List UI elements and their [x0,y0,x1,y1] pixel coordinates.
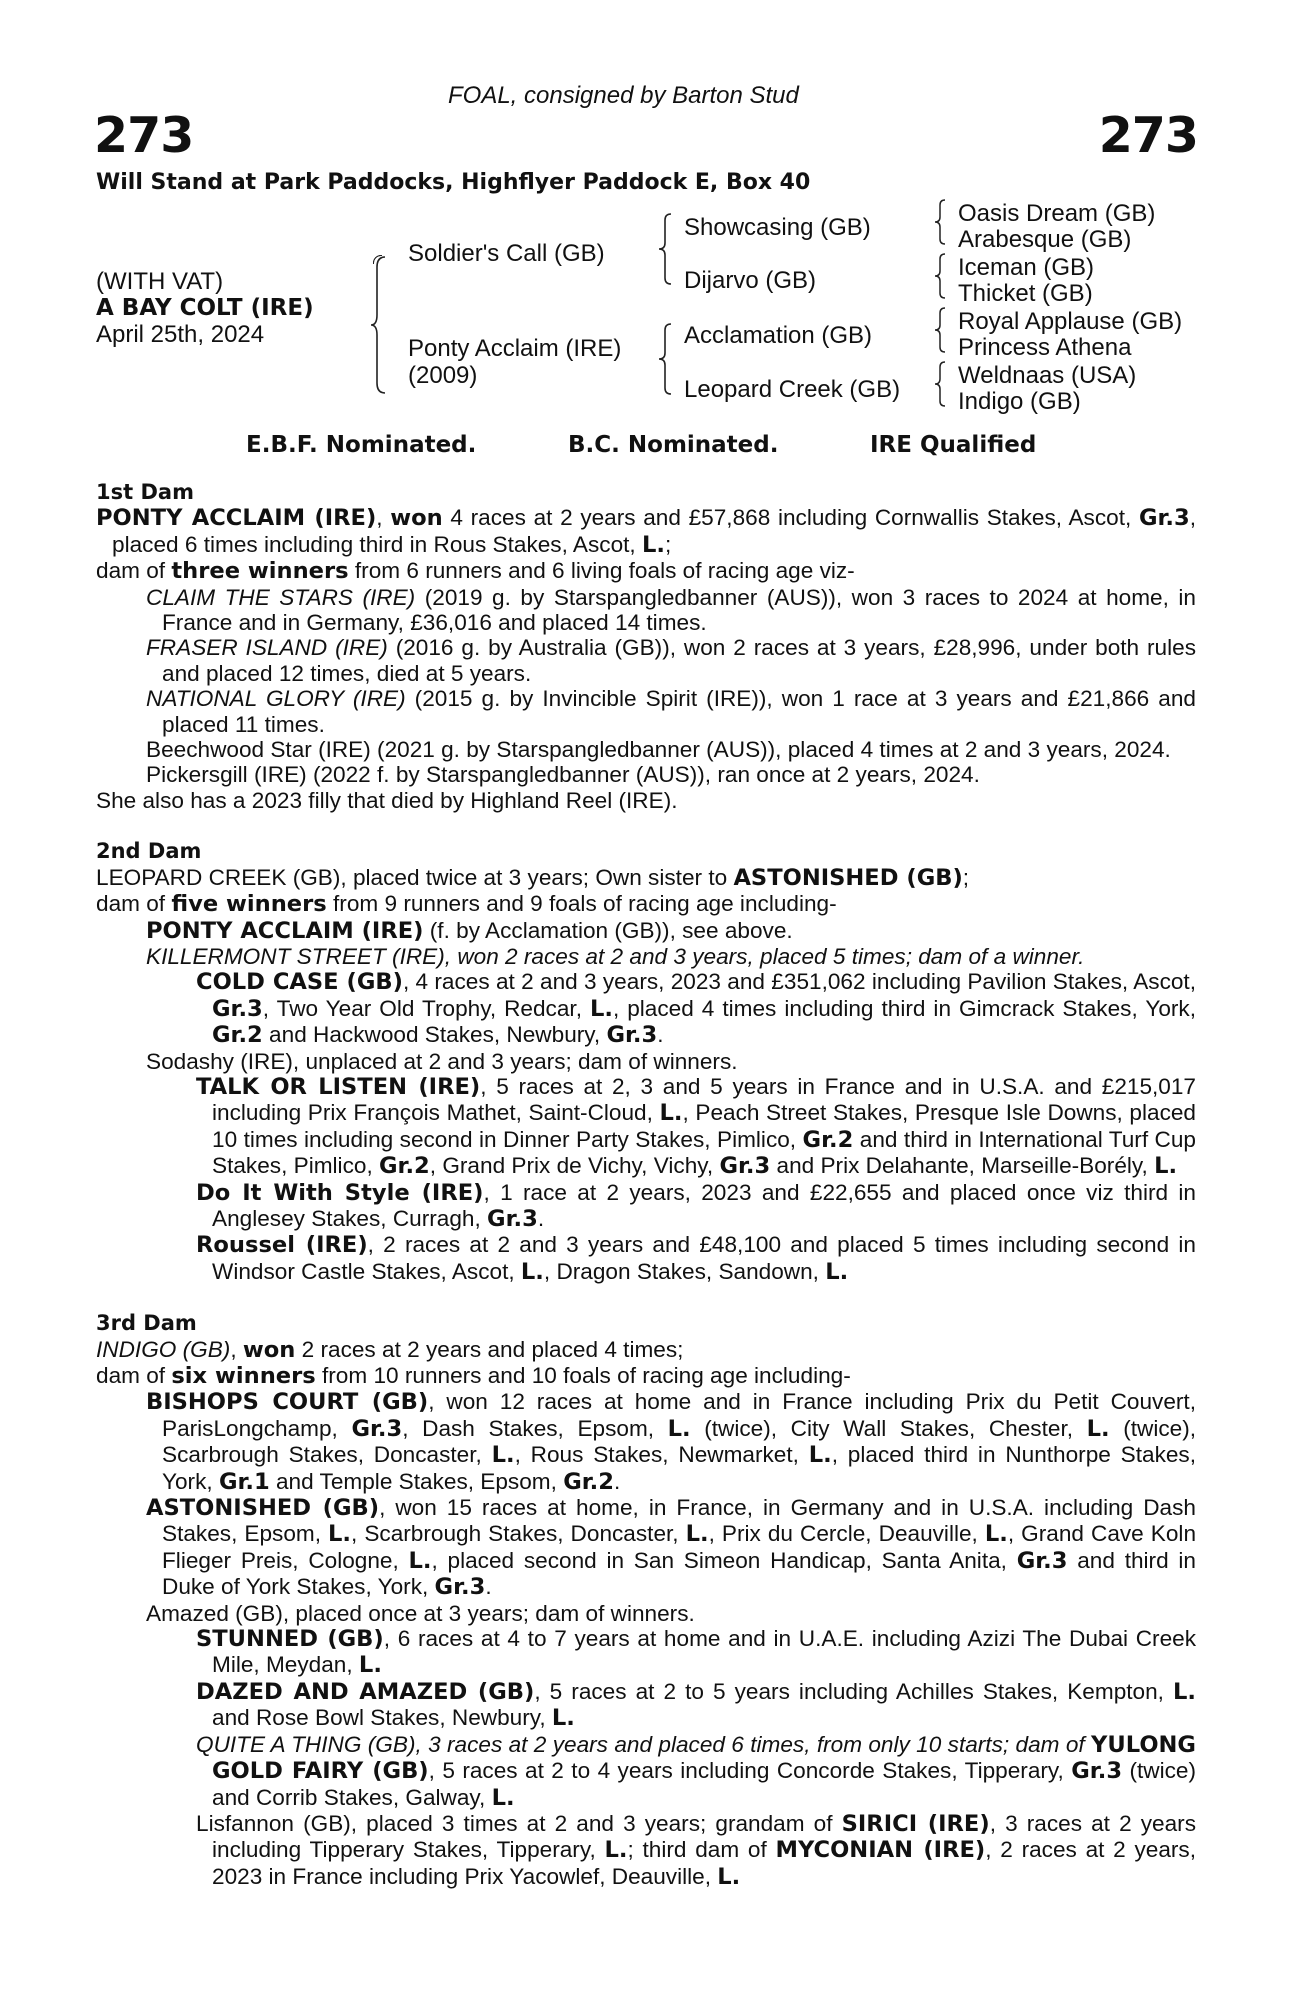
g3-weldnaas: Weldnaas (USA) [958,362,1137,389]
second-dam-record [96,865,1196,891]
d3b4-t1: Lisfannon (GB), placed 3 times at 2 and 3 years; grandam of [196,1810,842,1836]
d3a1-t7: and Temple Stakes, Epsom, [269,1468,564,1494]
g3-indigo: Indigo (GB) [958,388,1081,415]
brace-g2 [933,252,949,305]
first-dam-heading: 1st Dam [96,480,194,504]
brace-dam-svg [657,322,675,396]
d2b2-t3: and third in International Turf Cup Stakes, Pimlico, [212,1126,1196,1179]
d3a2-t1: , won 15 races at home, in France, in Germany and in U.S.A. including Dash Stakes, Epsom, [162,1495,1196,1547]
d3b1-l: L. [358,1652,382,1679]
d3a1-t6: , placed third in Nunthorpe Stakes, York, [162,1442,1196,1494]
horse-name-wrap [96,294,314,322]
d3b4-t3: ; third dam of [627,1837,776,1863]
dam3-runners: from 10 runners and 10 foals of racing age including- [315,1363,851,1388]
horse-dob: April 25th, 2024 [96,321,265,348]
d2a1-text: (f. by Acclamation (GB)), see above. [423,917,793,943]
brace-g4-svg [933,360,949,408]
second-dam-produce-summary [96,891,1196,917]
offspring-2023-filly: She also has a 2023 filly that died by Highland Reel (IRE). [96,787,678,813]
d2b2-gr2b: Gr.2 [379,1153,430,1180]
d3b4-sirici: SIRICI (IRE) [841,1810,990,1837]
dam-year: (2009) [408,362,478,389]
offspring-national-glory [146,686,1196,737]
lot-number-left: 273 [94,107,194,164]
o2-name: FRASER ISLAND (IRE) [146,635,388,661]
d3a2-name: ASTONISHED (GB) [146,1495,380,1522]
o2-text: (2016 g. by Australia (GB)), won 2 races at 3 years, £28,996, under both rules and placed 12 times, died at 5 years. [162,635,1196,686]
d2a1-name: PONTY ACCLAIM (IRE) [146,917,424,944]
brace-dam [657,322,675,401]
d3a1-gr2: Gr.2 [563,1468,614,1495]
d3a2-t2: , Scarbrough Stakes, Doncaster, [351,1521,686,1547]
offspring-claim-the-stars [146,585,1196,636]
d2b1-gr3b: Gr.3 [606,1022,658,1049]
d2b2-gr3: Gr.3 [719,1153,771,1180]
d2-do-it-with-style [196,1180,1196,1233]
d3b3-name: QUITE A THING (GB) [196,1731,416,1757]
ebf-nomination: E.B.F. Nominated. [246,432,477,458]
d3a1-t3: (twice), City Wall Stakes, Chester, [690,1415,1087,1441]
d3-quite-a-thing [196,1732,1196,1811]
d2b2-t2: , Peach Street Stakes, Presque Isle Downs, placed 10 times including second in Dinner Party Stakes, Pimlico, [212,1100,1197,1152]
d3b3-t1: , 3 races at 2 years and placed 6 times, from only 10 starts; dam of [415,1731,1092,1757]
brace-g3-svg [933,306,949,354]
d3b4-myconian: MYCONIAN (IRE) [775,1837,986,1864]
d2b1-gr2: Gr.2 [212,1022,263,1049]
brace-main-svg [369,255,389,395]
d2b1-t4: and Hackwood Stakes, Newbury, [262,1022,607,1048]
lot-number-right: 273 [1098,107,1198,164]
d3a2-t4: , Grand Cave Koln Flieger Preis, Cologne, [162,1521,1197,1573]
dam2-txt: LEOPARD CREEK (GB), placed twice at 3 years; Own sister to [96,864,734,890]
d3-stunned [196,1626,1196,1679]
d2b4-name: Roussel (IRE) [196,1232,368,1259]
d2b1-gr3: Gr.3 [212,995,263,1022]
d2b2-l1: L. [659,1100,683,1127]
d2b1-t1: , 4 races at 2 and 3 years, 2023 and £351,062 including Pavilion Stakes, Ascot, [402,969,1196,995]
third-dam-produce-summary [96,1363,1196,1389]
d2b4-l2: L. [825,1258,849,1285]
dam1-end: ; [664,531,672,557]
d3-dazed-and-amazed [196,1679,1196,1732]
dam1-winners: three winners [171,558,349,585]
d2b1-name: COLD CASE (GB) [196,969,403,996]
d3a2-t6: and third in Duke of York Stakes, York, [162,1547,1196,1600]
vat-note: (WITH VAT) [96,268,224,295]
d2b4-l1: L. [520,1258,544,1285]
dam3-txt: 2 races at 2 years and placed 4 times; [295,1336,684,1362]
offspring-beechwood-star: Beechwood Star (IRE) (2021 g. by Starspangledbanner (AUS)), placed 4 times at 2 and 3 years, 2024. [146,737,1171,763]
g3-princess-athena: Princess Athena [958,334,1132,361]
d2b4-t2: , Dragon Stakes, Sandown, [543,1258,826,1284]
d3a1-t4: (twice), Scarbrough Stakes, Doncaster, [162,1415,1197,1468]
d2-talk-or-listen [196,1074,1196,1180]
d3a1-l4: L. [808,1442,832,1469]
d3a1-t1: , won 12 races at home and in France including Prix du Petit Couvert, ParisLongchamp, [162,1389,1196,1441]
d2b2-t5: and Prix Delahante, Marseille-Borély, [770,1153,1155,1179]
d3b4-t2: , 3 races at 2 years including Tipperary Stakes, Tipperary, [212,1810,1196,1863]
second-dam-heading: 2nd Dam [96,839,202,864]
first-dam-record [96,505,1196,558]
dam1-gr: Gr.3 [1138,505,1190,532]
d3b3-t3: (twice) and Corrib Stakes, Galway, [212,1758,1197,1810]
d3a1-l1: L. [667,1415,691,1442]
d3a1-end: . [613,1468,621,1494]
sire-sire: Showcasing (GB) [684,214,871,241]
d3b3-gr3: Gr.3 [1071,1758,1123,1785]
dam1-runners: from 6 runners and 6 living foals of racing age viz- [348,558,855,584]
d2a2-name: KILLERMONT STREET (IRE) [146,943,445,969]
d2-roussel [196,1232,1196,1285]
d2b1-t2: , Two Year Old Trophy, Redcar, [262,995,590,1021]
brace-g1 [933,198,949,251]
d3a2-t3: , Prix du Cercle, Deauville, [708,1521,985,1547]
dam1-damof: dam of [96,558,172,584]
o3-text: (2015 g. by Invincible Spirit (IRE)), won 1 race at 3 years and £21,866 and placed 11 times. [162,686,1196,737]
dam2-damof: dam of [96,891,172,917]
dam1-txt1: 4 races at 2 years and £57,868 including Cornwallis Stakes, Ascot, [442,505,1139,531]
dam1-won: won [390,505,443,532]
d2b3-gr3: Gr.3 [487,1205,538,1232]
d3a2-l2: L. [685,1521,709,1548]
d2b4-t1: , 2 races at 2 and 3 years and £48,100 and placed 5 times including second in Windsor Castle Stakes, Ascot, [212,1232,1196,1284]
d3a1-gr3: Gr.3 [351,1415,403,1442]
dam3-name: INDIGO (GB) [96,1336,231,1362]
d3a2-l1: L. [328,1521,352,1548]
d3b3-t2: , 5 races at 2 to 4 years including Concorde Stakes, Tipperary, [428,1758,1072,1784]
dam: Ponty Acclaim (IRE) [408,335,622,362]
pedigree-brace-main [375,255,389,395]
d3b1-name: STUNNED (GB) [196,1626,384,1653]
d3-amazed: Amazed (GB), placed once at 3 years; dam of winners. [146,1600,695,1626]
dam2-winners: five winners [171,891,327,918]
d3-lisfannon [196,1811,1196,1890]
d2b3-end: . [537,1205,545,1231]
d2-ponty-acclaim [146,918,1196,944]
d3-bishops-court [146,1389,1196,1495]
ire-qualified: IRE Qualified [870,432,1037,458]
o3-name: NATIONAL GLORY (IRE) [146,686,406,712]
offspring-fraser-island [146,635,1196,686]
o1-text: (2019 g. by Starspangledbanner (AUS)), won 3 races to 2024 at home, in France and in Germany, £36,016 and placed 14 times. [162,584,1196,636]
horse-name: A BAY COLT (IRE) [96,295,314,321]
dam1-txt2: , placed 6 times including third in Rous Stakes, Ascot, [112,505,1196,557]
sire: Soldier's Call (GB) [408,240,605,267]
d3b3-l: L. [491,1784,515,1811]
d2-killermont-street [146,944,1196,969]
d3b2-t1: , 5 races at 2 to 5 years including Achilles Stakes, Kempton, [534,1678,1173,1704]
g3-thicket: Thicket (GB) [958,280,1093,307]
d2b2-gr2a: Gr.2 [802,1126,854,1153]
dam1-sep: , [376,505,391,531]
d2b3-name: Do It With Style (IRE) [196,1179,484,1206]
d2b2-t4: , Grand Prix de Vichy, Vichy, [429,1153,720,1179]
d3a1-l3: L. [491,1442,515,1469]
dam1-l: L. [641,531,665,558]
d3b4-l2: L. [717,1863,741,1890]
d3a2-gr3b: Gr.3 [434,1574,486,1601]
consignor-line: FOAL, consigned by Barton Stud [448,82,799,109]
d3a2-l4: L. [408,1547,432,1574]
d3b3-yulong: YULONG GOLD FAIRY (GB) [212,1731,1196,1785]
d3a1-t2: , Dash Stakes, Epsom, [402,1415,668,1441]
stand-location: Will Stand at Park Paddocks, Highflyer Paddock E, Box 40 [96,170,811,195]
dam3-won: won [242,1336,296,1363]
d3b1-t1: , 6 races at 4 to 7 years at home and in U.A.E. including Azizi The Dubai Creek Mile, Meydan, [212,1626,1196,1678]
dam-sire: Acclamation (GB) [684,322,873,349]
brace-g3 [933,306,949,359]
d3b2-l2: L. [551,1705,575,1732]
dam2-runners: from 9 runners and 9 foals of racing age including- [326,891,837,917]
g3-iceman: Iceman (GB) [958,254,1095,281]
d2b2-l2: L. [1154,1153,1178,1180]
brace-sire-svg [657,212,675,286]
brace-g1-svg [933,198,949,246]
d2b3-t1: , 1 race at 2 years, 2023 and £22,655 and placed once viz third in Anglesey Stakes, Curragh, [212,1179,1196,1231]
first-dam-produce-summary [96,558,1196,584]
bc-nomination: B.C. Nominated. [568,432,779,458]
d2b2-t1: , 5 races at 2, 3 and 5 years in France and in U.S.A. and £215,017 including Prix François Mathet, Saint-Cloud, [212,1073,1196,1126]
dam3-sep: , [230,1336,243,1362]
sire-dam: Dijarvo (GB) [684,267,817,294]
third-dam-record [96,1337,1196,1363]
d3b2-name: DAZED AND AMAZED (GB) [196,1678,535,1705]
brace-g4 [933,360,949,413]
dam1-name: PONTY ACCLAIM (IRE) [96,505,377,532]
dam-dam: Leopard Creek (GB) [684,376,901,403]
o1-name: CLAIM THE STARS (IRE) [146,584,416,610]
g3-oasis-dream: Oasis Dream (GB) [958,200,1156,227]
d3-astonished [146,1495,1196,1601]
d3a1-t5: , Rous Stakes, Newmarket, [514,1442,809,1468]
g3-arabesque: Arabesque (GB) [958,226,1132,253]
d2b1-end: . [657,1022,664,1048]
dam2-sister: ASTONISHED (GB) [733,864,963,891]
brace-sire [657,212,675,291]
d3b2-l1: L. [1173,1678,1196,1705]
d3a2-t5: , placed second in San Simeon Handicap, Santa Anita, [431,1547,1017,1573]
d3b4-t4: , 2 races at 2 years, 2023 in France including Prix Yacowlef, Deauville, [212,1837,1197,1889]
third-dam-heading: 3rd Dam [96,1311,197,1336]
g3-royal-applause: Royal Applause (GB) [958,308,1183,335]
d2a2-text: , won 2 races at 2 and 3 years, placed 5 times; dam of a winner. [444,943,1085,969]
d2b1-l: L. [589,995,613,1022]
d2-sodashy: Sodashy (IRE), unplaced at 2 and 3 years; dam of winners. [146,1048,738,1074]
d2-cold-case [196,969,1196,1048]
d3a1-name: BISHOPS COURT (GB) [146,1389,429,1416]
brace-g2-svg [933,252,949,300]
offspring-pickersgill: Pickersgill (IRE) (2022 f. by Starspangledbanner (AUS)), ran once at 2 years, 2024. [146,762,980,788]
d2b2-name: TALK OR LISTEN (IRE) [196,1073,481,1100]
d3a2-gr3a: Gr.3 [1016,1547,1068,1574]
catalogue-body [96,480,1196,1890]
dam3-winners: six winners [171,1363,316,1389]
d3a1-gr1: Gr.1 [218,1468,270,1495]
d3a2-l3: L. [984,1521,1008,1548]
d2b1-t3: , placed 4 times including third in Gimcrack Stakes, York, [612,995,1196,1021]
d3b4-l1: L. [604,1837,628,1864]
dam3-damof: dam of [96,1363,172,1388]
d3a2-end: . [485,1574,492,1600]
d3b2-t2: and Rose Bowl Stakes, Newbury, [212,1705,552,1731]
dam2-end: ; [962,864,970,890]
d3a1-l2: L. [1086,1415,1110,1442]
